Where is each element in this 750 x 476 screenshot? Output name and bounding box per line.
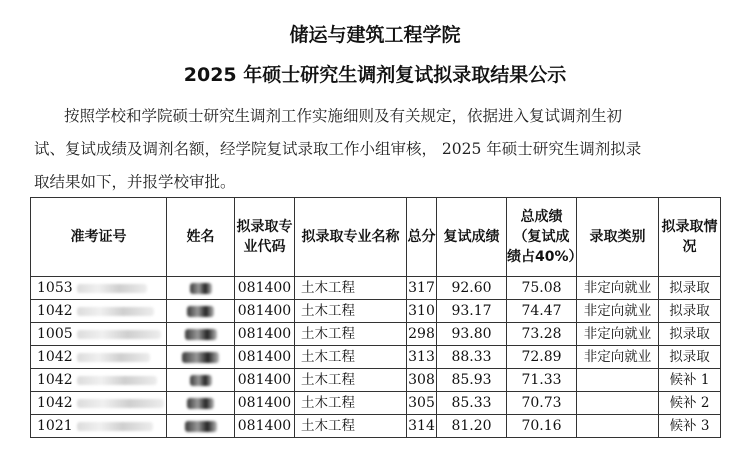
cell-final-score xyxy=(507,323,577,346)
table-row xyxy=(31,392,721,415)
cell-final-score xyxy=(507,300,577,323)
redacted-id-mask xyxy=(77,353,150,362)
cell-final-score-text: 72.89 xyxy=(521,349,562,365)
cell-retest-score xyxy=(437,392,507,415)
header-category: 录取类别 xyxy=(577,198,659,277)
cell-major-name xyxy=(295,392,407,415)
cell-total-score-text: 298 xyxy=(408,326,435,342)
cell-name-redacted xyxy=(167,277,235,300)
cell-final-score xyxy=(507,415,577,438)
cell-major-code xyxy=(235,346,295,369)
cell-retest-score xyxy=(437,277,507,300)
cell-total-score-text: 313 xyxy=(408,349,435,365)
header-major-code: 拟录取专业代码 xyxy=(235,198,295,277)
cell-status-text: 候补 1 xyxy=(669,372,710,388)
cell-total-score xyxy=(407,369,437,392)
cell-total-score xyxy=(407,277,437,300)
header-name: 姓名 xyxy=(167,198,235,277)
cell-final-score-text: 74.47 xyxy=(521,303,562,319)
cell-major-name-text: 土木工程 xyxy=(301,326,355,342)
cell-exam-id xyxy=(31,346,167,369)
cell-exam-id xyxy=(31,369,167,392)
cell-final-score xyxy=(507,277,577,300)
table-row xyxy=(31,300,721,323)
cell-major-name xyxy=(295,277,407,300)
cell-exam-id-text: 1042 xyxy=(37,303,73,319)
redacted-id-mask xyxy=(77,422,153,431)
cell-exam-id-text: 1053 xyxy=(37,280,73,296)
header-total-score: 总分 xyxy=(407,198,437,277)
cell-major-code xyxy=(235,323,295,346)
cell-category-text: 非定向就业 xyxy=(583,280,652,296)
cell-retest-score xyxy=(437,300,507,323)
college-title: 储运与建筑工程学院 xyxy=(289,24,461,46)
header-final-score: 总成绩（复试成绩占40%） xyxy=(507,198,577,277)
cell-final-score-text: 71.33 xyxy=(521,372,562,388)
cell-total-score-text: 310 xyxy=(408,303,435,319)
redacted-id-mask xyxy=(77,330,161,339)
table-row xyxy=(31,277,721,300)
cell-exam-id-text: 1042 xyxy=(37,395,73,411)
intro-line: 按照学校和学院硕士研究生调剂工作实施细则及有关规定，依据进入复试调剂生初 xyxy=(64,107,623,125)
cell-major-code xyxy=(235,369,295,392)
admission-results-table xyxy=(30,197,721,438)
cell-status xyxy=(659,323,721,346)
cell-status-text: 候补 2 xyxy=(669,395,710,411)
cell-name-redacted xyxy=(167,323,235,346)
redacted-name-mask xyxy=(190,375,212,386)
cell-major-name-text: 土木工程 xyxy=(301,303,355,319)
cell-final-score-text: 70.16 xyxy=(521,418,562,434)
cell-exam-id xyxy=(31,323,167,346)
cell-total-score xyxy=(407,346,437,369)
cell-final-score xyxy=(507,392,577,415)
cell-category xyxy=(577,392,659,415)
cell-major-code-text: 081400 xyxy=(237,372,292,388)
cell-exam-id xyxy=(31,415,167,438)
cell-category-text: 非定向就业 xyxy=(583,349,652,365)
header-major-name: 拟录取专业名称 xyxy=(295,198,407,277)
cell-exam-id-text: 1021 xyxy=(37,418,73,434)
cell-retest-score xyxy=(437,415,507,438)
cell-category xyxy=(577,323,659,346)
cell-retest-score xyxy=(437,369,507,392)
cell-retest-score-text: 85.33 xyxy=(451,395,492,411)
cell-exam-id-text: 1005 xyxy=(37,326,73,342)
cell-major-code xyxy=(235,415,295,438)
cell-major-name-text: 土木工程 xyxy=(301,372,355,388)
cell-retest-score-text: 93.17 xyxy=(451,303,492,319)
cell-category xyxy=(577,277,659,300)
cell-retest-score-text: 81.20 xyxy=(451,418,492,434)
cell-final-score xyxy=(507,369,577,392)
cell-retest-score-text: 88.33 xyxy=(451,349,492,365)
cell-retest-score-text: 93.80 xyxy=(451,326,492,342)
cell-status xyxy=(659,277,721,300)
redacted-id-mask xyxy=(77,399,164,408)
cell-status-text: 候补 3 xyxy=(669,418,710,434)
cell-final-score-text: 75.08 xyxy=(521,280,562,296)
cell-category xyxy=(577,300,659,323)
cell-major-name-text: 土木工程 xyxy=(301,280,355,296)
intro-paragraph xyxy=(34,100,724,199)
cell-total-score xyxy=(407,323,437,346)
cell-major-code-text: 081400 xyxy=(237,395,292,411)
cell-major-name xyxy=(295,346,407,369)
cell-total-score-text: 308 xyxy=(408,372,435,388)
redacted-id-mask xyxy=(77,307,154,316)
cell-exam-id-text: 1042 xyxy=(37,349,73,365)
redacted-name-mask xyxy=(185,421,217,432)
cell-status xyxy=(659,415,721,438)
table-row xyxy=(31,415,721,438)
cell-retest-score xyxy=(437,323,507,346)
header-exam-id: 准考证号 xyxy=(31,198,167,277)
cell-major-name xyxy=(295,300,407,323)
cell-major-name-text: 土木工程 xyxy=(301,349,355,365)
cell-major-code xyxy=(235,300,295,323)
cell-major-name-text: 土木工程 xyxy=(301,395,355,411)
cell-final-score-text: 70.73 xyxy=(521,395,562,411)
table-row xyxy=(31,369,721,392)
cell-category xyxy=(577,369,659,392)
cell-total-score xyxy=(407,415,437,438)
cell-category-text: 非定向就业 xyxy=(583,326,652,342)
cell-name-redacted xyxy=(167,300,235,323)
redacted-id-mask xyxy=(77,376,157,385)
cell-major-code-text: 081400 xyxy=(237,303,292,319)
cell-total-score-text: 317 xyxy=(408,280,435,296)
header-status: 拟录取情况 xyxy=(659,198,721,277)
cell-status xyxy=(659,369,721,392)
header-retest-score: 复试成绩 xyxy=(437,198,507,277)
cell-status-text: 拟录取 xyxy=(669,303,710,319)
cell-status xyxy=(659,392,721,415)
table-header-row xyxy=(31,198,721,277)
cell-major-code-text: 081400 xyxy=(237,418,292,434)
cell-total-score xyxy=(407,300,437,323)
cell-major-code xyxy=(235,277,295,300)
cell-retest-score xyxy=(437,346,507,369)
redacted-name-mask xyxy=(182,352,219,363)
cell-retest-score-text: 92.60 xyxy=(451,280,492,296)
cell-total-score xyxy=(407,392,437,415)
cell-major-name xyxy=(295,323,407,346)
cell-status-text: 拟录取 xyxy=(669,326,710,342)
cell-major-name-text: 土木工程 xyxy=(301,418,355,434)
cell-major-name xyxy=(295,415,407,438)
cell-name-redacted xyxy=(167,346,235,369)
cell-major-code xyxy=(235,392,295,415)
cell-major-code-text: 081400 xyxy=(237,326,292,342)
redacted-name-mask xyxy=(185,329,217,340)
cell-major-code-text: 081400 xyxy=(237,280,292,296)
redacted-name-mask xyxy=(190,283,212,294)
cell-name-redacted xyxy=(167,415,235,438)
cell-status-text: 拟录取 xyxy=(669,280,710,296)
cell-category xyxy=(577,346,659,369)
intro-line: 试、复试成绩及调剂名额，经学院复试录取工作小组审核， 2025 年硕士研究生调剂拟录 xyxy=(34,140,642,158)
cell-category xyxy=(577,415,659,438)
cell-major-name xyxy=(295,369,407,392)
cell-total-score-text: 314 xyxy=(408,418,435,434)
intro-line: 取结果如下，并报学校审批。 xyxy=(34,173,236,191)
table-row xyxy=(31,323,721,346)
cell-name-redacted xyxy=(167,392,235,415)
cell-name-redacted xyxy=(167,369,235,392)
cell-status-text: 拟录取 xyxy=(669,349,710,365)
cell-final-score xyxy=(507,346,577,369)
cell-major-code-text: 081400 xyxy=(237,349,292,365)
redacted-id-mask xyxy=(77,284,147,293)
announcement-title: 2025 年硕士研究生调剂复试拟录取结果公示 xyxy=(183,64,567,86)
table-row xyxy=(31,346,721,369)
cell-category-text: 非定向就业 xyxy=(583,303,652,319)
cell-status xyxy=(659,300,721,323)
cell-final-score-text: 73.28 xyxy=(521,326,562,342)
cell-retest-score-text: 85.93 xyxy=(451,372,492,388)
cell-exam-id-text: 1042 xyxy=(37,372,73,388)
cell-exam-id xyxy=(31,300,167,323)
cell-exam-id xyxy=(31,392,167,415)
redacted-name-mask xyxy=(187,306,214,317)
cell-total-score-text: 305 xyxy=(408,395,435,411)
redacted-name-mask xyxy=(187,398,214,409)
cell-status xyxy=(659,346,721,369)
cell-exam-id xyxy=(31,277,167,300)
